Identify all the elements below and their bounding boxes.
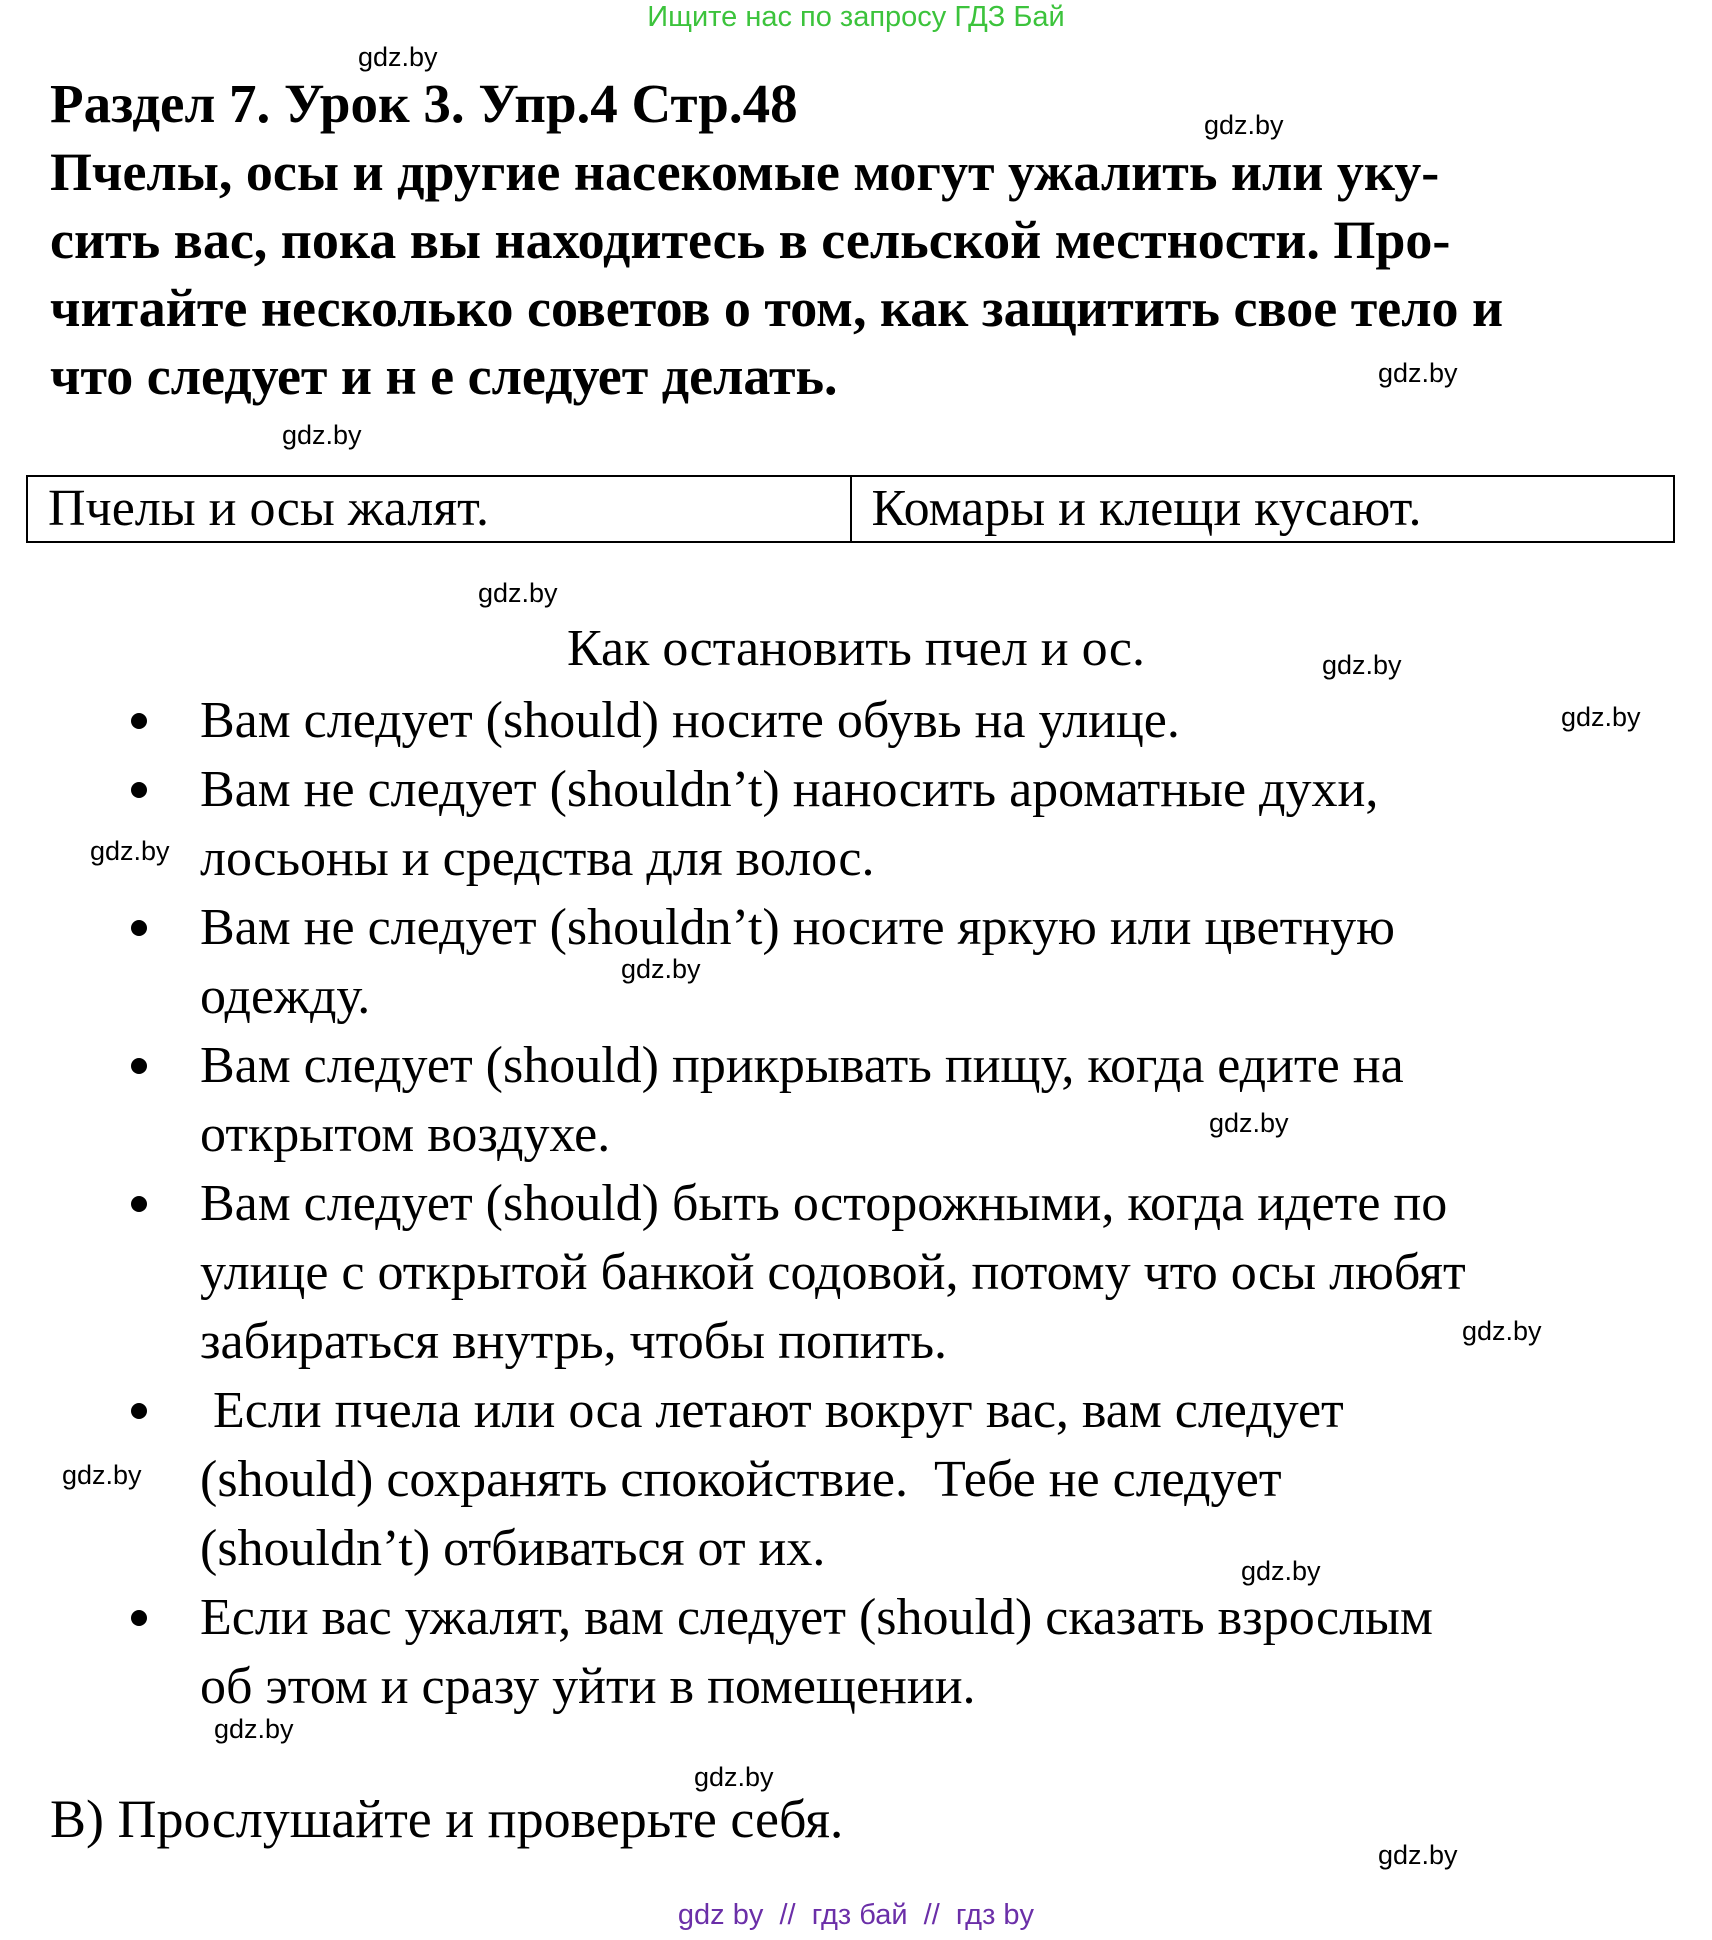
list-item-line: улице с открытой банкой содовой, потому что осы любят	[200, 1244, 1466, 1301]
watermark: gdz.by	[214, 1714, 294, 1744]
watermark: gdz.by	[1209, 1108, 1289, 1138]
list-item-line: Если пчела или оса летают вокруг вас, вам следует	[200, 1382, 1344, 1439]
list-item	[0, 1376, 1466, 1583]
list-item	[0, 755, 1466, 893]
watermark: gdz.by	[694, 1762, 774, 1792]
list-item-line: Вам не следует (shouldn’t) наносить ароматные духи,	[200, 761, 1379, 818]
watermark: gdz.by	[62, 1460, 142, 1490]
bullet-icon	[131, 1610, 147, 1626]
list-item	[0, 893, 1466, 1031]
list-item-line: Вам следует (should) носите обувь на улице.	[200, 692, 1180, 749]
footer-links[interactable]: gdz by // гдз бай // гдз by	[677, 1899, 1035, 1931]
watermark: gdz.by	[282, 420, 362, 450]
watermark: gdz.by	[1462, 1316, 1542, 1346]
list-item-line: забираться внутрь, чтобы попить.	[200, 1313, 948, 1370]
list-item	[0, 1583, 1466, 1721]
list-item-line: Если вас ужалят, вам следует (should) сказать взрослым	[200, 1589, 1433, 1646]
bullet-icon	[131, 1058, 147, 1074]
list-item-line: (should) сохранять спокойствие. Тебе не следует	[200, 1451, 1282, 1508]
list-item-line: об этом и сразу уйти в помещении.	[200, 1658, 976, 1715]
table-cell: Пчелы и осы жалят.	[27, 476, 851, 542]
bullet-icon	[131, 713, 147, 729]
watermark: gdz.by	[358, 42, 438, 72]
list-item-line: лосьоны и средства для волос.	[200, 830, 875, 887]
top-banner-link[interactable]: Ищите нас по запросу ГДЗ Бай	[647, 1, 1065, 33]
watermark: gdz.by	[1322, 650, 1402, 680]
list-item-line: открытом воздухе.	[200, 1106, 611, 1163]
list-item	[0, 686, 1466, 755]
exercise-title: Раздел 7. Урок 3. Упр.4 Стр.48	[50, 73, 798, 134]
list-item-line: одежду.	[200, 968, 371, 1025]
advice-list	[0, 686, 1466, 1721]
watermark: gdz.by	[1378, 358, 1458, 388]
task-line: сить вас, пока вы находитесь в сельской местности. Про-	[50, 210, 1451, 270]
list-item	[0, 1169, 1466, 1376]
watermark: gdz.by	[478, 578, 558, 608]
table-cell: Комары и клещи кусают.	[851, 476, 1675, 542]
task-line: Пчелы, осы и другие насекомые могут ужалить или уку-	[50, 142, 1440, 202]
task-line: что следует и н е следует делать.	[50, 346, 838, 406]
bullet-icon	[131, 782, 147, 798]
list-item-line: Вам следует (should) прикрывать пищу, когда едите на	[200, 1037, 1404, 1094]
part-b-instruction: В) Прослушайте и проверьте себя.	[50, 1789, 844, 1849]
watermark: gdz.by	[1204, 110, 1284, 140]
list-item	[0, 1031, 1466, 1169]
list-item-line: Вам следует (should) быть осторожными, когда идете по	[200, 1175, 1448, 1232]
task-line: читайте несколько советов о том, как защитить свое тело и	[50, 278, 1504, 338]
watermark: gdz.by	[90, 836, 170, 866]
watermark: gdz.by	[1241, 1556, 1321, 1586]
bullet-icon	[131, 920, 147, 936]
table-row	[27, 476, 1674, 542]
list-item-line: (shouldn’t) отбиваться от их.	[200, 1520, 826, 1577]
insect-table	[26, 475, 1675, 543]
list-item-line: Вам не следует (shouldn’t) носите яркую или цветную	[200, 899, 1396, 956]
bullet-icon	[131, 1403, 147, 1419]
watermark: gdz.by	[1561, 702, 1641, 732]
task-instructions	[50, 138, 1670, 410]
bullet-icon	[131, 1196, 147, 1212]
watermark: gdz.by	[1378, 1840, 1458, 1870]
section-subheading: Как остановить пчел и ос.	[566, 620, 1146, 677]
watermark: gdz.by	[621, 954, 701, 984]
